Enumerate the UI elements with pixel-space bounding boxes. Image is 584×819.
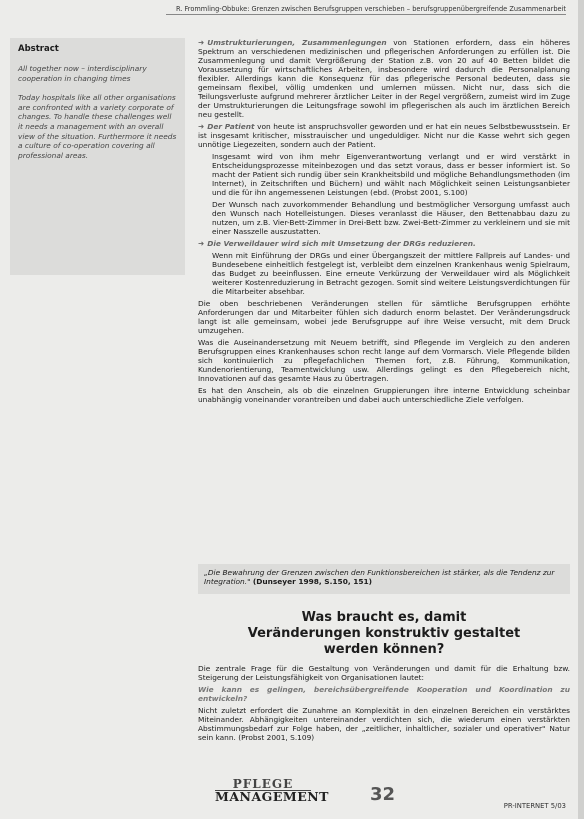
bullet-restructuring <box>198 38 570 119</box>
logo-top: PFLEGE <box>232 777 294 791</box>
arrow-icon: ➜ <box>198 122 205 131</box>
bullet-text: von Stationen erfordern, dass ein höheres Spektrum an verschiedenen medizinischen und pflegerischen Anforderungen zu erfüllen ist. Die Zusammenlegung und damit Vergrößerung der Station z.B. von 20 auf 40 Betten bildet die Voraussetzung für wirtschaftliches Arbeiten, insbesondere wird dadurch die Personalplanung flexibler. Allerdings kann die Konsequenz für das pflegerische Personal bedeuten, dass sie gemeinsam flexibel, völlig umdenken und umlernen müssen. Nicht nur, dass sich die Teilungsverluste aufgrund mehrerer ärztlicher Leiter in der Regel vergrößern, zumeist wird im Zuge der Umstrukturierungen die Leitungsfrage sowohl im pflegerischen als auch im ärztlichen Bereich neu gestellt. <box>198 38 570 119</box>
paragraph: Der Wunsch nach zuvorkommender Behandlung und bestmöglicher Versorgung umfasst auch den Wunsch nach Hotelleistungen. Dieses veranlasst die Häuser, den Bettenabbau dazu zu nutzen, um z.B. Vier-Bett-Zimmer in Drei-Bett bzw. Zwei-Bett-Zimmer zu verkleinern und sie mit einer Nasszelle auszustatten. <box>212 200 570 236</box>
issue-label: PR-INTERNET 5/03 <box>503 802 566 810</box>
section-heading <box>198 610 570 658</box>
abstract-body: Today hospitals like all other organisations are confronted with a variety corporate of changes. To handle these challenges well it needs a management with an overall view of the situation. Furthermore it needs a culture of co-operation covering all professional areas. <box>18 93 177 160</box>
quote-citation: (Dunseyer 1998, S.150, 151) <box>252 577 373 586</box>
abstract-box <box>10 38 185 275</box>
arrow-icon: ➜ <box>198 38 205 47</box>
journal-logo <box>215 777 329 804</box>
bullet-heading: Der Patient <box>207 122 255 131</box>
abstract-subtitle: All together now – interdisciplinary cooperation in changing times <box>18 64 147 83</box>
lower-text <box>198 664 570 745</box>
paragraph: Insgesamt wird von ihm mehr Eigenverantwortung verlangt und er wird verstärkt in Entscheidungsprozesse miteinbezogen und das setzt voraus, dass er besser informiert ist. So macht der Patient sich rundig über sein Krankheitsbild und mögliche Behandlungsmethoden (im Internet), in Zeitschriften und Büchern) und wählt nach Möglichkeit seinen Leistungsanbieter und die für ihn angemessenen Leistungen (ebd. (Probst 2001, S.100) <box>212 152 570 197</box>
bullet-patient <box>198 122 570 149</box>
abstract-title: Abstract <box>18 44 59 54</box>
bullet-length-of-stay <box>198 239 570 248</box>
logo-bottom: MANAGEMENT <box>215 789 329 804</box>
bullet-text: von heute ist anspruchsvoller geworden und er hat ein neues Selbstbewusstsein. Er ist insgesamt kritischer, misstrauischer und ungeduldiger. Nicht nur die Kasse wehrt sich gegen unnötige Liegezeiten, sondern auch der Patient. <box>198 122 570 149</box>
quote-text: „Die Bewahrung der Grenzen zwischen den Funktionsbereichen ist stärker, als die Tendenz zur Integration." <box>204 568 555 586</box>
paragraph: Was die Auseinandersetzung mit Neuem betrifft, sind Pflegende im Vergleich zu den anderen Berufsgruppen eines Krankenhauses schon recht lange auf dem Vormarsch. Viele Pflegende bilden sich kontinuierlich zu pflegefachlichen Themen fort, z.B. Führung, Kommunikation, Kundenorientierung, Teamentwicklung usw. Allerdings gelingt es den Pflegebereich nicht, Innovationen auf das gesamte Haus zu übertragen. <box>198 338 570 383</box>
page-number: 32 <box>370 784 396 805</box>
heading-line-3: werden können? <box>323 642 445 657</box>
paragraph: Nicht zuletzt erfordert die Zunahme an Komplexität in den einzelnen Bereichen ein verstärktes Miteinander. Abhängigkeiten untereinander verdichten sich, die wiederum einen verstärkten Abstimmungsbedarf zur Folge haben, der „zeitlicher, inhaltlicher, sozialer und operativer" Natur sein kann. (Probst 2001, S.109) <box>198 706 570 742</box>
running-header: R. Frommling-Obbuke: Grenzen zwischen Berufsgruppen verschieben – berufsgruppenübergreifende Zusammenarbeit <box>166 5 566 15</box>
paragraph: Wenn mit Einführung der DRGs und einer Übergangszeit der mittlere Fallpreis auf Landes- und Bundesebene einheitlich festgelegt ist, verbleibt dem einzelnen Krankenhaus wenig Spielraum, das Budget zu beeinflussen. Eine erneute Verkürzung der Verweildauer wird als Möglichkeit weiterer Kostenreduzierung in Betracht gezogen. Somit sind weitere Leistungsverdichtungen für die Mitarbeiter absehbar. <box>212 251 570 296</box>
bullet-heading: Die Verweildauer wird sich mit Umsetzung der DRGs reduzieren. <box>207 239 476 248</box>
page-edge <box>578 0 584 819</box>
paragraph: Die oben beschriebenen Veränderungen stellen für sämtliche Berufsgruppen erhöhte Anforderungen dar und Mitarbeiter fühlen sich dadurch enorm belastet. Der Veränderungsdruck langt ist alle gemeinsam, wobei jede Berufsgruppe auf ihre Weise versucht, mit dem Druck umzugehen. <box>198 299 570 335</box>
heading-line-2: Veränderungen konstruktiv gestaltet <box>247 626 521 641</box>
central-question: Wie kann es gelingen, bereichsübergreifende Kooperation und Koordination zu entwickeln? <box>198 685 570 703</box>
arrow-icon: ➜ <box>198 239 205 248</box>
main-column <box>198 38 570 407</box>
heading-line-1: Was braucht es, damit <box>301 610 467 625</box>
page-footer <box>0 776 584 816</box>
pull-quote <box>198 564 570 594</box>
paragraph: Die zentrale Frage für die Gestaltung von Veränderungen und damit für die Erhaltung bzw. Steigerung der Leistungsfähigkeit von Organisationen lautet: <box>198 664 570 682</box>
paragraph: Es hat den Anschein, als ob die einzelnen Gruppierungen ihre interne Entwicklung scheinbar unabhängig voneinander vorantreiben und dabei auch unterschiedliche Ziele verfolgen. <box>198 386 570 404</box>
bullet-heading: Umstrukturierungen, Zusammenlegungen <box>207 38 387 47</box>
